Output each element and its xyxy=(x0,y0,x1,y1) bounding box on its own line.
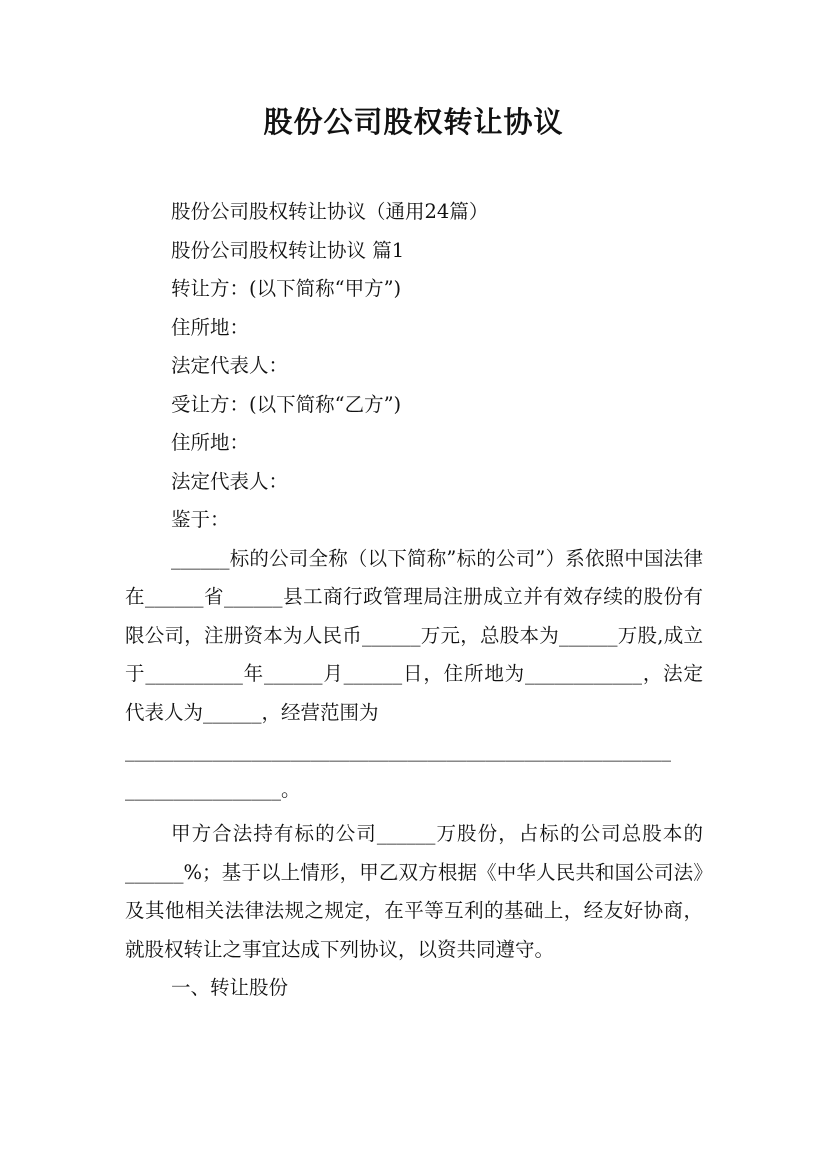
document-title: 股份公司股权转让协议 xyxy=(263,105,564,139)
business-scope-blank-end: ________________。 xyxy=(125,777,301,801)
shareholding-paragraph: 甲方合法持有标的公司______万股份，占标的公司总股本的______%；基于以上情形，甲乙双方根据《中华人民共和国公司法》及其他相关法律法规之规定，在平等互利的基础上，经友好协商，就股权转让之事宜达成下列协议，以资共同遵守。 xyxy=(125,822,703,961)
transferee-address-line: 住所地： xyxy=(171,431,250,454)
article-heading: 股份公司股权转让协议 篇1 xyxy=(171,238,405,262)
whereas-line: 鉴于： xyxy=(171,508,230,531)
section-heading-transfer-shares: 一、转让股份 xyxy=(171,976,289,999)
transferor-representative-line: 法定代表人： xyxy=(171,354,289,377)
transferor-line: 转让方：(以下简称“甲方”) xyxy=(171,277,402,300)
transferor-address-line: 住所地： xyxy=(171,315,250,339)
transferee-line: 受让方：(以下简称“乙方”) xyxy=(171,392,402,416)
document-body xyxy=(125,193,703,1008)
transferee-representative-line: 法定代表人： xyxy=(171,469,289,493)
subtitle-line: 股份公司股权转让协议（通用24篇） xyxy=(171,200,489,223)
company-description-paragraph: ______标的公司全称（以下简称”标的公司”）系依照中国法律在______省______县工商行政管理局注册成立并有效存续的股份有限公司，注册资本为人民币______万元，总股本为______万股,成立于__________年______月______日，住所地为____________，法定代表人为______，经营范围为 xyxy=(125,546,703,724)
business-scope-blank-line: ________________________________________________________ xyxy=(125,739,671,762)
